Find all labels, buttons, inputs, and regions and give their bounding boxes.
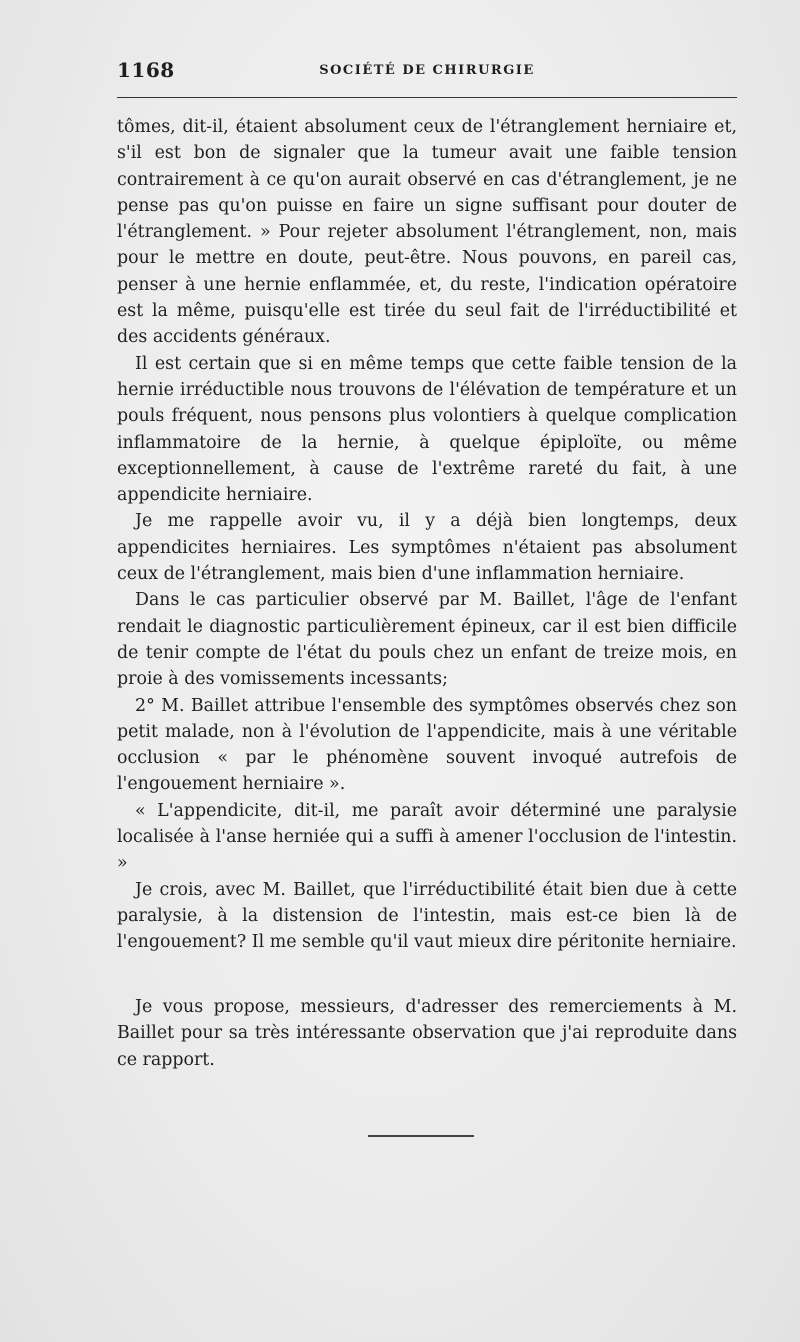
- paragraph: « L'appendicite, dit-il, me paraît avoir déterminé une paralysie localisée à l'anse herniée qui a suffi à amener l'occlusion de l'intestin. »: [117, 800, 737, 874]
- paragraph: Je me rappelle avoir vu, il y a déjà bien longtemps, deux appendicites herniaires. Les symptômes n'étaient pas absolument ceux de l'étranglement, mais bien d'une inflammation herniaire.: [117, 511, 737, 585]
- running-title: SOCIÉTÉ DE CHIRURGIE: [319, 63, 535, 78]
- page-header: [117, 58, 737, 84]
- paragraph: 2° M. Baillet attribue l'ensemble des symptômes observés chez son petit malade, non à l'évolution de l'appendicite, mais à une véritable occlusion « par le phénomène souvent invoqué autrefois de l'engouement herniaire ».: [117, 695, 737, 795]
- header-rule: [117, 97, 737, 98]
- page-number: 1168: [117, 58, 175, 82]
- end-rule: [368, 1135, 474, 1137]
- paragraph: Dans le cas particulier observé par M. Baillet, l'âge de l'enfant rendait le diagnostic particulièrement épineux, car il est bien difficile de tenir compte de l'état du pouls chez un enfant de treize mois, en proie à des vomissements incessants;: [117, 590, 737, 690]
- closing-text: Je vous propose, messieurs, d'adresser des remerciements à M. Baillet pour sa très intéressante observation que j'ai reproduite dans ce rapport.: [117, 997, 737, 1070]
- paragraph: tômes, dit-il, étaient absolument ceux de l'étranglement herniaire et, s'il est bon de signaler que la tumeur avait une faible tension contrairement à ce qu'on aurait observé en cas d'étranglement, je ne pense pas qu'on puisse en faire un signe suffisant pour douter de l'étranglement. » Pour rejeter absolument l'étranglement, non, mais pour le mettre en doute, peut-être. Nous pouvons, en pareil cas, penser à une hernie enflammée, et, du reste, l'indication opératoire est la même, puisqu'elle est tirée du seul fait de l'irréductibilité et des accidents généraux.: [117, 117, 737, 348]
- paragraph: Il est certain que si en même temps que cette faible tension de la hernie irréductible nous trouvons de l'élévation de température et un pouls fréquent, nous pensons plus volontiers à quelque complication inflammatoire de la hernie, à quelque épiploïte, ou même exceptionnellement, à cause de l'extrême rareté du fait, à une appendicite herniaire.: [117, 353, 737, 506]
- paragraph: Je crois, avec M. Baillet, que l'irréductibilité était bien due à cette paralysie, à la distension de l'intestin, mais est-ce bien là de l'engouement? Il me semble qu'il vaut mieux dire péritonite herniaire.: [117, 879, 737, 953]
- closing-paragraph: [117, 994, 737, 1073]
- body-text: [117, 114, 737, 956]
